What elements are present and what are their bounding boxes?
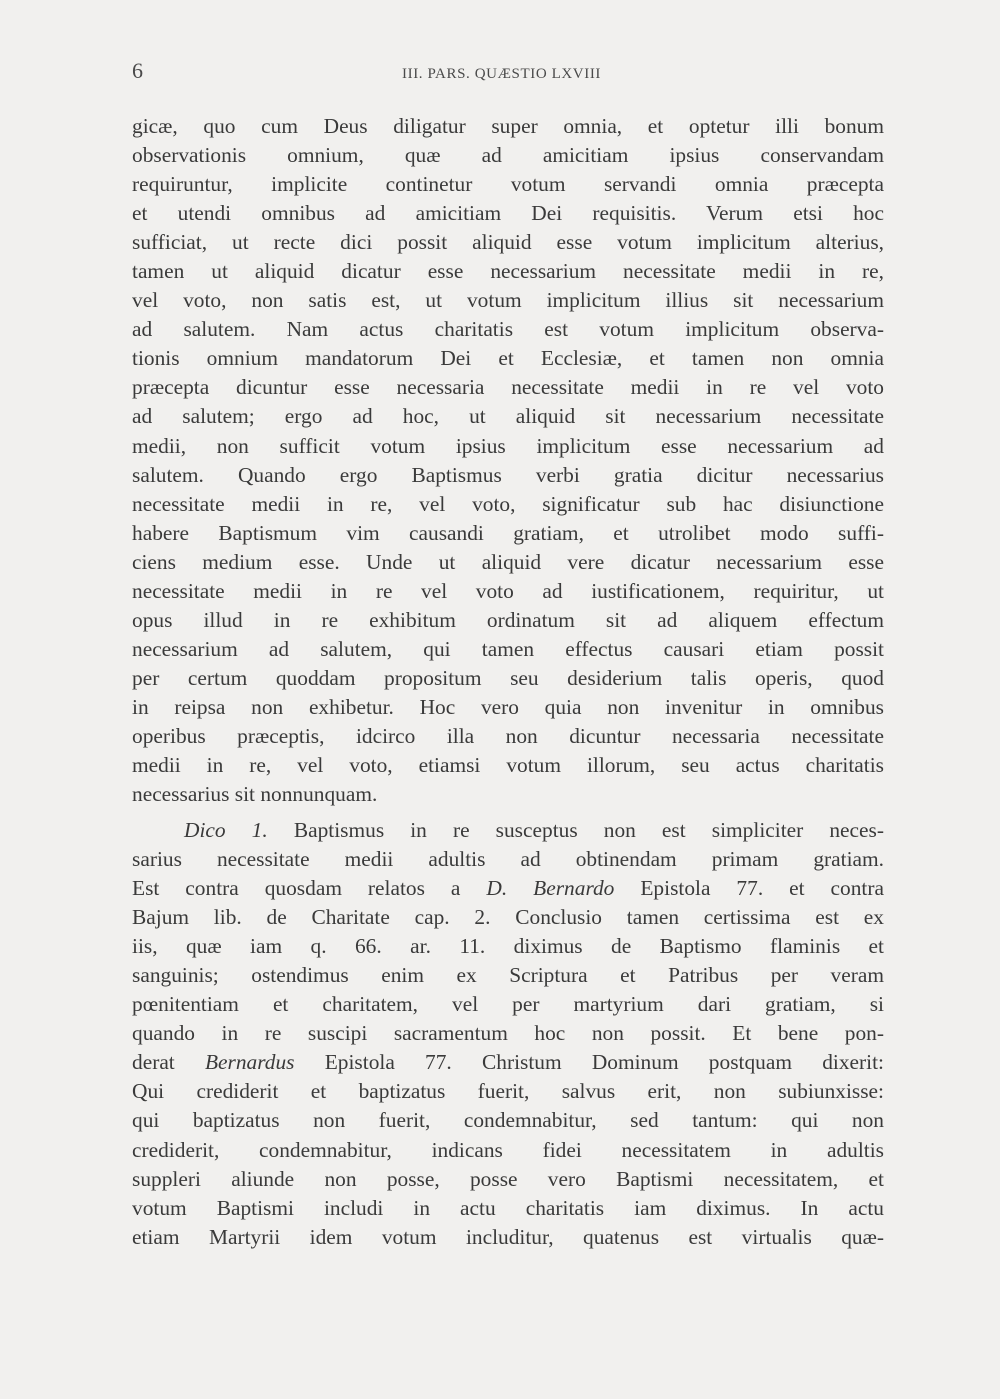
text-line: gicæ, quo cum Deus diligatur super omnia, et optetur illi bonum xyxy=(132,114,884,138)
text-line: opus illud in re exhibitum ordinatum sit ad aliquem effectum xyxy=(132,607,884,632)
text-line xyxy=(132,816,884,845)
text-line: sarius necessitate medii adultis ad obtinendam primam gratiam. xyxy=(132,847,884,872)
text-line: necessitate medii in re vel voto ad iustificationem, requiritur, ut xyxy=(132,578,884,603)
text-line: Qui crediderit et baptizatus fuerit, salvus erit, non subiunxisse: xyxy=(132,1079,884,1104)
text-line: pœnitentiam et charitatem, vel per martyrium dari gratiam, si xyxy=(132,992,884,1017)
text-line: vel voto, non satis est, ut votum implicitum illius sit necessarium xyxy=(132,288,884,313)
text-line: tionis omnium mandatorum Dei et Ecclesiæ, et tamen non omnia xyxy=(132,346,884,371)
author-name: Bernardus xyxy=(204,1050,295,1075)
text-line: suppleri aliunde non posse, posse vero Baptismi necessitatem, et xyxy=(132,1166,884,1191)
text-line: sanguinis; ostendimus enim ex Scriptura et Patribus per veram xyxy=(132,963,884,988)
text-line: præcepta dicuntur esse necessaria necessitate medii in re vel voto xyxy=(132,375,884,400)
text-line: tamen ut aliquid dicatur esse necessarium necessitate medii in re, xyxy=(132,259,884,284)
text-line: requiruntur, implicite continetur votum servandi omnia præcepta xyxy=(132,172,884,197)
text-line: et utendi omnibus ad amicitiam Dei requisitis. Verum etsi hoc xyxy=(132,201,884,226)
text-line: in reipsa non exhibetur. Hoc vero quia non invenitur in omnibus xyxy=(132,694,884,719)
author-name: D. Bernardo xyxy=(486,876,615,901)
text-line: ad salutem; ergo ad hoc, ut aliquid sit necessarium necessitate xyxy=(132,404,884,429)
paragraph-argument xyxy=(132,112,884,809)
text-line: qui baptizatus non fuerit, condemnabitur, sed tantum: qui non xyxy=(132,1108,884,1133)
text-line: ad salutem. Nam actus charitatis est votum implicitum observa- xyxy=(132,317,884,342)
text-line: habere Baptismum vim causandi gratiam, et utrolibet modo suffi- xyxy=(132,520,884,545)
text-line: per certum quoddam propositum seu desiderium talis operis, quod xyxy=(132,665,884,690)
text-line: necessarium ad salutem, qui tamen effectus causari etiam possit xyxy=(132,636,884,661)
text-line: sufficiat, ut recte dici possit aliquid esse votum implicitum alterius, xyxy=(132,230,884,255)
text-fragment: derat xyxy=(132,1050,175,1075)
text-line: Bajum lib. de Charitate cap. 2. Conclusio tamen certissima est ex xyxy=(132,905,884,930)
text-fragment: Est contra quosdam relatos a xyxy=(132,876,461,901)
text-line xyxy=(132,874,884,903)
text-line: iis, quæ iam q. 66. ar. 11. diximus de Baptismo flaminis et xyxy=(132,934,884,959)
text-line: salutem. Quando ergo Baptismus verbi gratia dicitur necessarius xyxy=(132,462,884,487)
text-fragment: Epistola 77. Christum Dominum postquam dixerit: xyxy=(324,1050,884,1075)
text-line: operibus præceptis, idcirco illa non dicuntur necessaria necessitate xyxy=(132,723,884,748)
text-fragment: Baptismus in re susceptus non est simpliciter neces- xyxy=(293,818,884,842)
text-line: necessarius sit nonnunquam. xyxy=(132,782,378,807)
text-line: medii in re, vel voto, etiamsi votum illorum, seu actus charitatis xyxy=(132,753,884,778)
text-line: quando in re suscipi sacramentum hoc non possit. Et bene pon- xyxy=(132,1021,884,1046)
running-head: III. PARS. QUÆSTIO LXVIII xyxy=(402,66,602,82)
text-line: crediderit, condemnabitur, indicans fidei necessitatem in adultis xyxy=(132,1137,884,1162)
text-line xyxy=(132,1048,884,1077)
page-number: 6 xyxy=(132,58,143,83)
paragraph-dico xyxy=(132,816,884,1252)
dico-label: Dico 1. xyxy=(184,818,268,842)
text-line: votum Baptismi includi in actu charitatis iam diximus. In actu xyxy=(132,1195,884,1220)
text-line: ciens medium esse. Unde ut aliquid vere dicatur necessarium esse xyxy=(132,549,884,574)
text-line: necessitate medii in re, vel voto, significatur sub hac disiunctione xyxy=(132,491,884,516)
text-fragment: Epistola 77. et contra xyxy=(640,876,884,901)
text-line: medii, non sufficit votum ipsius implicitum esse necessarium ad xyxy=(132,433,884,458)
text-line: etiam Martyrii idem votum includitur, quatenus est virtualis quæ- xyxy=(132,1224,884,1249)
text-line: observationis omnium, quæ ad amicitiam ipsius conservandam xyxy=(132,143,884,168)
